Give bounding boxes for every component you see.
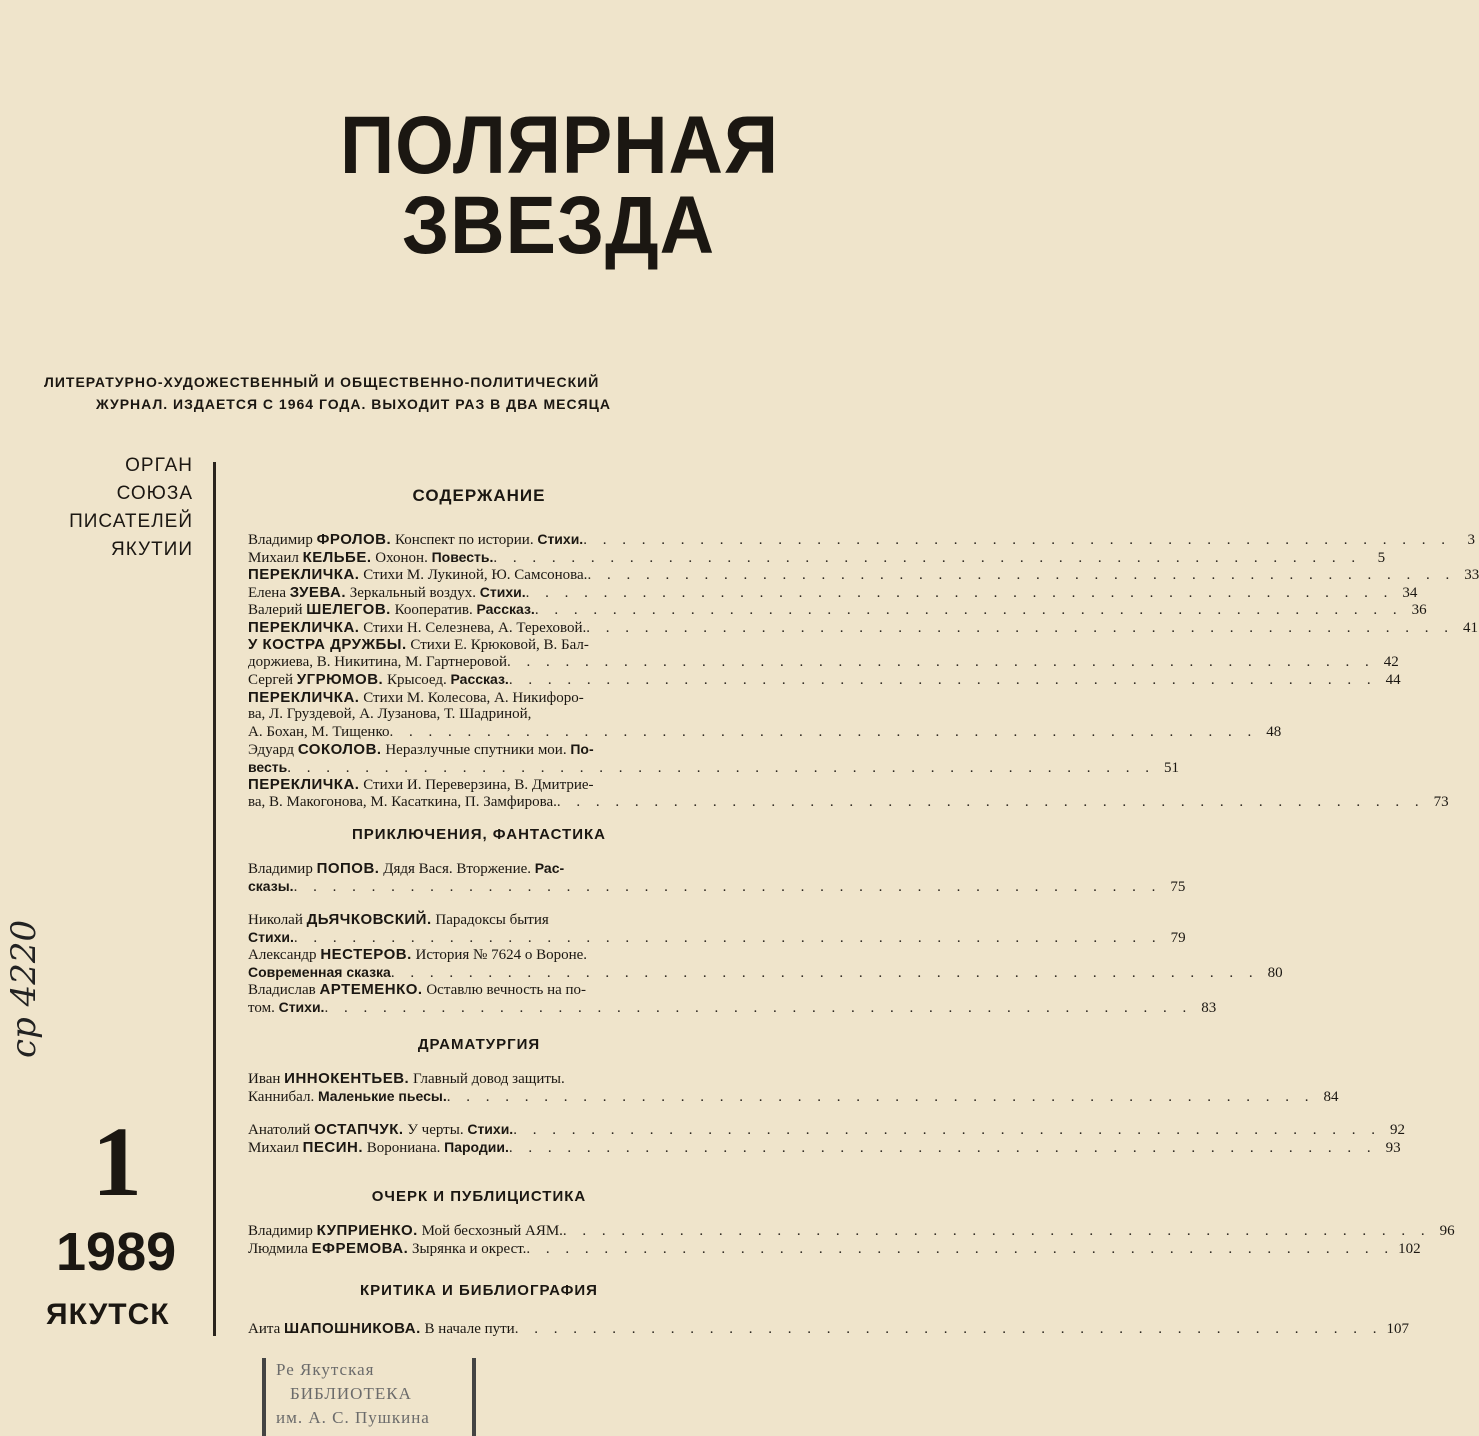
toc-entry-line [248, 531, 1475, 549]
organ-block [18, 452, 193, 564]
entry-text: Елена [248, 584, 290, 601]
author-surname: АРТЕМЕНКО. [319, 981, 423, 998]
author-surname: УГРЮМОВ. [296, 671, 384, 688]
author-surname: ЕФРЕМОВА. [311, 1239, 409, 1257]
entry-text: Александр [248, 947, 321, 963]
page-number: 93 [1385, 1139, 1401, 1156]
entry-text: Сергей [248, 672, 297, 688]
toc-entry-line [248, 653, 1399, 672]
dot-leader [583, 532, 1451, 549]
page-number: 41 [1463, 619, 1479, 636]
toc-entry-text [248, 671, 509, 689]
toc-entry-line [248, 548, 1386, 567]
toc-entry-line [248, 636, 713, 654]
entry-text: Конспект по истории. [391, 532, 538, 548]
genre-label: По- [570, 741, 594, 757]
toc-entry-line [248, 618, 1479, 637]
page-number: 34 [1402, 584, 1418, 601]
dot-leader [526, 1241, 1394, 1258]
page-number: 102 [1398, 1240, 1421, 1257]
genre-label: Стихи. [537, 531, 584, 547]
toc-entry-text [248, 741, 594, 759]
entry-text: Валерий [248, 602, 307, 618]
toc-entry-text [248, 1139, 509, 1157]
toc-entry-line [248, 566, 1479, 584]
entry-text: У черты. [403, 1122, 468, 1138]
toc-entry [248, 1121, 1405, 1139]
page-number: 84 [1323, 1088, 1339, 1105]
toc-entry [248, 1070, 1339, 1105]
toc-entry-text [248, 724, 389, 741]
genre-label: Стихи. [278, 998, 325, 1015]
toc-entry-line [248, 911, 713, 929]
entry-text: Стихи Н. Селезнева, А. Тереховой. [359, 619, 587, 636]
entry-text: Парадоксы бытия [431, 912, 549, 928]
toc-entry-line [248, 998, 1217, 1017]
entry-text: Стихи И. Переверзина, В. Дмитрие- [359, 777, 594, 793]
toc-entry-line [248, 723, 1282, 742]
toc-entry [248, 531, 1475, 549]
toc-entry-text [248, 794, 557, 811]
organ-line: СОЮЗА [116, 483, 193, 504]
page-number: 3 [1467, 532, 1475, 548]
genre-label: Современная сказка [248, 963, 391, 980]
author-surname: ДЬЯЧКОВСКИЙ. [306, 911, 432, 928]
section-heading: ОЧЕРК И ПУБЛИЦИСТИКА [371, 1188, 587, 1205]
dot-leader [557, 794, 1425, 811]
toc-entry-text [248, 601, 535, 619]
toc-entry [248, 1320, 1409, 1338]
toc-entry-text [248, 759, 287, 777]
page-number: 80 [1267, 964, 1283, 981]
entry-text: История № 7624 о Вороне. [411, 947, 588, 963]
author-surname: ПЕРЕКЛИЧКА. [248, 566, 360, 583]
genre-label: Рассказ. [450, 671, 509, 687]
toc-entry-text [248, 929, 294, 947]
author-surname: НЕСТЕРОВ. [320, 946, 412, 963]
issue-number: 1 [92, 1106, 142, 1217]
toc-entry-text [248, 549, 493, 567]
entry-text: Аита [248, 1321, 285, 1337]
toc-entry-text [248, 531, 583, 549]
entry-text: Михаил [248, 1139, 303, 1156]
toc-entry [248, 946, 1283, 981]
toc-entry-text [248, 689, 584, 707]
toc-entry-text [248, 636, 589, 654]
toc-entry-text [248, 1070, 565, 1088]
author-surname: ПОПОВ. [316, 860, 380, 877]
genre-label: весть [248, 758, 288, 775]
dot-leader [294, 879, 1162, 896]
author-surname: ЗУЕВА. [289, 583, 346, 601]
entry-text: Главный довод защиты. [409, 1071, 565, 1087]
entry-text: Неразлучные спутники мои. [381, 742, 571, 758]
entry-text: Мой бесхозный АЯМ. [417, 1223, 563, 1239]
dot-leader [526, 585, 1394, 602]
toc-entry-line [248, 1239, 1421, 1258]
toc-entry [248, 688, 1282, 742]
entry-text: Стихи Е. Крюковой, В. Бал- [406, 637, 589, 653]
author-surname: ФРОЛОВ. [316, 531, 392, 548]
entry-text: Оставлю вечность на по- [422, 982, 587, 998]
section-heading: ДРАМАТУРГИЯ [417, 1036, 541, 1053]
entry-text: Крысоед. [383, 672, 451, 688]
toc-entry-text [248, 860, 564, 878]
author-surname: ИННОКЕНТЬЕВ. [284, 1070, 410, 1087]
toc-entry [248, 860, 1186, 895]
entry-text: Зеркальный воздух. [346, 584, 480, 601]
toc-entry-line [248, 671, 1401, 689]
toc-entry-line [248, 776, 713, 794]
author-surname: СОКОЛОВ. [297, 741, 382, 758]
dot-leader [391, 965, 1259, 982]
toc-entry [248, 583, 1418, 602]
toc-entry-line [248, 758, 1180, 777]
entry-text: том. [248, 999, 279, 1016]
magazine-title-line2: ЗВЕЗДА [402, 180, 716, 271]
page-number: 36 [1411, 602, 1427, 618]
author-surname: ПЕРЕКЛИЧКА. [248, 776, 360, 793]
toc-entry [248, 618, 1479, 637]
entry-text: Дядя Вася. Вторжение. [379, 861, 535, 877]
handwritten-note: ср 4220 [4, 919, 44, 1058]
page-number: 92 [1389, 1122, 1405, 1138]
author-surname: ПЕРЕКЛИЧКА. [248, 688, 360, 706]
dot-leader [493, 550, 1361, 567]
toc-entry-line [248, 1087, 1339, 1106]
toc-entry-line [248, 689, 713, 707]
page-number: 48 [1266, 723, 1282, 740]
page-number: 107 [1386, 1321, 1409, 1337]
dot-leader [507, 654, 1375, 671]
stamp-line: БИБЛИОТЕКА [290, 1384, 412, 1403]
toc-entry [248, 671, 1401, 689]
toc-entry [248, 776, 1449, 811]
author-surname: ШАПОШНИКОВА. [284, 1320, 421, 1337]
entry-text: Иван [248, 1071, 285, 1087]
entry-text: доржиева, В. Никитина, М. Гартнеровой [248, 653, 508, 670]
page-number: 44 [1385, 672, 1401, 688]
organ-line: ОРГАН [125, 455, 193, 476]
dot-leader [294, 930, 1162, 947]
toc-entry-text [248, 1240, 526, 1258]
toc-entry-line [248, 860, 713, 878]
page-number: 75 [1170, 878, 1186, 895]
toc-entry-text [248, 878, 294, 896]
toc-entry-text [248, 946, 587, 964]
toc-entry [248, 566, 1479, 584]
entry-text: Охонон. [371, 549, 432, 566]
entry-text: Анатолий [248, 1122, 315, 1138]
page-number: 42 [1383, 653, 1399, 670]
dot-leader [513, 1122, 1381, 1139]
genre-label: сказы. [248, 877, 294, 894]
city: ЯКУТСК [46, 1298, 170, 1331]
page-number: 33 [1464, 567, 1479, 583]
author-surname: КУПРИЕНКО. [316, 1222, 418, 1239]
toc-entry [248, 548, 1386, 567]
author-surname: ПЕРЕКЛИЧКА. [248, 618, 360, 636]
toc-entry-text [248, 706, 531, 723]
page-number: 5 [1377, 549, 1386, 566]
toc-entry-line [248, 601, 1427, 619]
entry-text: ва, Л. Груздевой, А. Лузанова, Т. Шадриной, [248, 706, 532, 722]
entry-text: Стихи М. Колесова, А. Никифоро- [359, 689, 584, 706]
toc-entry-text [248, 619, 586, 637]
toc-entry-text [248, 999, 324, 1017]
page-number: 96 [1439, 1223, 1455, 1239]
author-surname: ШЕЛЕГОВ. [306, 601, 391, 618]
toc-entry-line [248, 946, 713, 964]
toc-entry-line [248, 963, 1283, 982]
dot-leader [535, 602, 1403, 619]
dot-leader [515, 1321, 1383, 1338]
author-surname: КЕЛЬБЕ. [302, 548, 372, 566]
genre-label: Рас- [534, 860, 565, 876]
dot-leader [324, 1000, 1192, 1017]
genre-label: Стихи. [248, 928, 294, 945]
entry-text: Кооператив. [390, 602, 477, 618]
issue-year: 1989 [56, 1222, 177, 1282]
toc-entry-line [248, 583, 1418, 602]
toc-entry-text [248, 584, 526, 602]
entry-text: А. Бохан, М. Тищенко [248, 723, 390, 740]
toc-entry-line [248, 1320, 1409, 1338]
toc-entry-line [248, 1121, 1405, 1139]
toc-entry [248, 911, 1186, 946]
magazine-title-line1: ПОЛЯРНАЯ [340, 100, 780, 191]
toc-entry-line [248, 1138, 1401, 1157]
entry-text: Эдуард [248, 742, 298, 758]
dot-leader [587, 567, 1455, 584]
toc-entry-text [248, 1320, 515, 1338]
magazine-subtitle-line1: ЛИТЕРАТУРНО-ХУДОЖЕСТВЕННЫЙ И ОБЩЕСТВЕННО-ПОЛИТИЧЕСКИЙ [44, 374, 600, 390]
entry-text: Владимир [248, 1223, 317, 1239]
author-surname: ПЕСИН. [302, 1138, 363, 1156]
toc-entry-text [248, 911, 549, 929]
entry-text: Владислав [248, 982, 320, 998]
entry-text: Стихи М. Лукиной, Ю. Самсонова. [359, 567, 588, 583]
author-surname: У КОСТРА ДРУЖБЫ. [248, 636, 407, 653]
toc-entry-line [248, 741, 713, 759]
genre-label: Рассказ. [476, 601, 535, 617]
toc-entry-text [248, 654, 507, 671]
contents-heading: СОДЕРЖАНИЕ [412, 486, 546, 505]
toc-entry-text [248, 776, 594, 794]
toc-entry [248, 981, 1217, 1016]
page-number: 83 [1201, 999, 1217, 1016]
toc-entry-line [248, 1070, 713, 1088]
toc-entry [248, 1222, 1455, 1240]
stamp-line: им. А. С. Пушкина [276, 1408, 430, 1427]
toc-entry-line [248, 793, 1449, 812]
stamp-line: Ре Якутская [276, 1360, 375, 1379]
toc-entry [248, 1138, 1401, 1157]
page-number: 73 [1433, 793, 1449, 810]
entry-text: Владимир [248, 532, 317, 548]
entry-text: Зырянка и окрест. [408, 1240, 527, 1257]
genre-label: Пародии. [444, 1138, 509, 1155]
entry-text: Людмила [248, 1240, 312, 1257]
genre-label: Повесть. [431, 548, 494, 565]
toc-entry-line [248, 928, 1186, 947]
toc-entry-text [248, 964, 391, 982]
toc-entry-text [248, 981, 586, 999]
entry-text: Михаил [248, 549, 303, 566]
toc-entry-line [248, 706, 713, 724]
dot-leader [287, 760, 1155, 777]
toc-entry-line [248, 1222, 1455, 1240]
author-surname: ОСТАПЧУК. [314, 1121, 404, 1138]
toc-entry-text [248, 1088, 447, 1106]
entry-text: Владимир [248, 861, 317, 877]
toc-entry [248, 636, 1399, 671]
dot-leader [509, 1140, 1377, 1157]
entry-text: Ворониана. [363, 1139, 445, 1156]
dot-leader [586, 620, 1454, 637]
magazine-subtitle-line2: ЖУРНАЛ. ИЗДАЕТСЯ С 1964 ГОДА. ВЫХОДИТ РАЗ В ДВА МЕСЯЦА [96, 396, 612, 412]
section-heading: КРИТИКА И БИБЛИОГРАФИЯ [360, 1282, 598, 1299]
section-heading: ПРИКЛЮЧЕНИЯ, ФАНТАСТИКА [352, 826, 606, 843]
library-stamp [262, 1358, 476, 1436]
dot-leader [563, 1223, 1431, 1240]
entry-text: ва, В. Макогонова, М. Касаткина, П. Замфирова. [248, 793, 557, 810]
dot-leader [447, 1089, 1315, 1106]
organ-line: ЯКУТИИ [111, 539, 193, 560]
toc-entry-text [248, 1121, 513, 1139]
page-number: 51 [1164, 759, 1180, 776]
toc-entry [248, 601, 1427, 619]
page-number: 79 [1170, 929, 1186, 946]
genre-label: Стихи. [479, 583, 526, 600]
toc-entry-text [248, 566, 587, 584]
column-divider [213, 462, 216, 1336]
toc-entry-line [248, 877, 1186, 896]
entry-text: Каннибал. [248, 1088, 318, 1105]
genre-label: Маленькие пьесы. [317, 1087, 447, 1104]
toc-entry-line [248, 981, 713, 999]
genre-label: Стихи. [467, 1121, 514, 1137]
dot-leader [389, 724, 1257, 741]
dot-leader [509, 672, 1377, 689]
organ-line: ПИСАТЕЛЕЙ [69, 511, 193, 532]
toc-entry [248, 741, 1180, 776]
toc-entry [248, 1239, 1421, 1258]
toc-entry-text [248, 1222, 563, 1240]
entry-text: Николай [248, 912, 307, 928]
entry-text: В начале пути [420, 1321, 515, 1337]
